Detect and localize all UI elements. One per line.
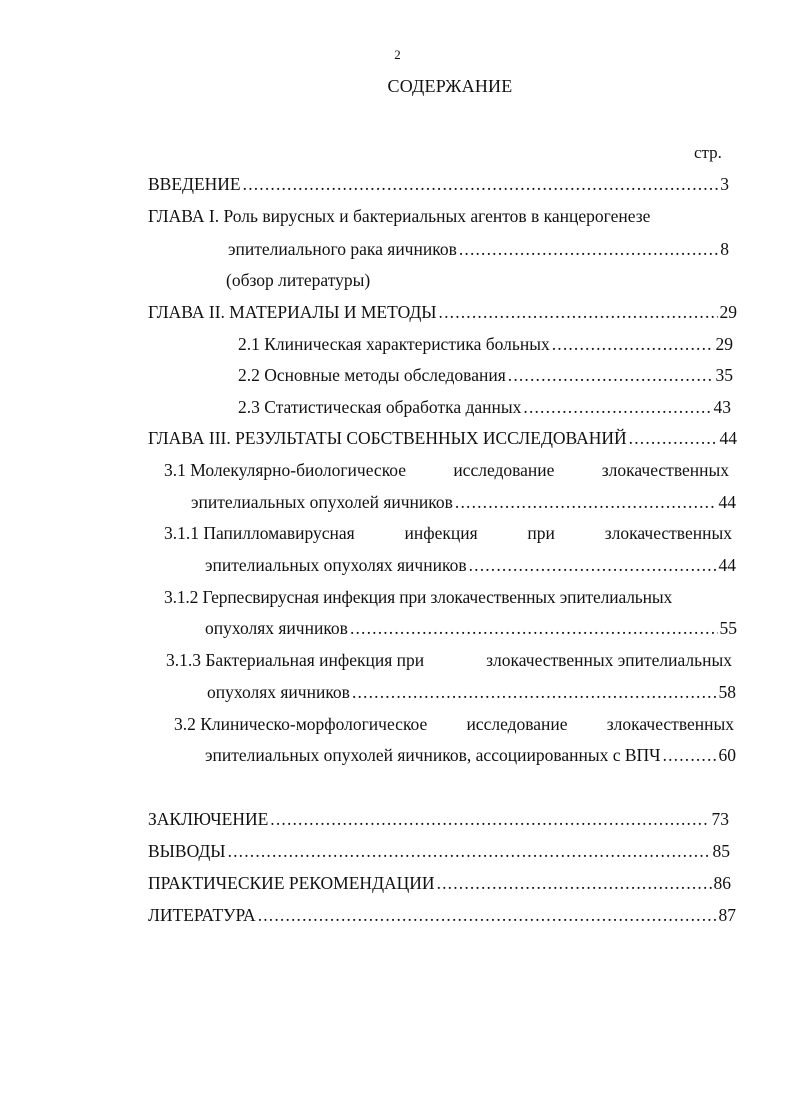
toc-entry-recommendations (148, 870, 731, 896)
dot-leader (629, 425, 718, 451)
toc-entry-page: 55 (719, 618, 737, 638)
dot-leader (663, 742, 717, 768)
toc-entry-intro (148, 171, 729, 197)
toc-entry-ch1-line3: (обзор литературы) (226, 270, 371, 290)
toc-entry-2-1 (238, 331, 733, 357)
toc-word: при (527, 523, 555, 543)
dot-leader (258, 902, 717, 928)
toc-entry-title: 2.2 Основные методы обследования (238, 365, 506, 385)
toc-entry-title: ЗАКЛЮЧЕНИЕ (148, 809, 269, 829)
page-title: СОДЕРЖАНИЕ (387, 76, 513, 96)
toc-entry-ch1-line2 (228, 236, 729, 262)
dot-leader (228, 838, 711, 864)
toc-word: злокачественных эпителиальных (486, 650, 732, 670)
dot-leader (469, 552, 717, 578)
toc-word: злокачественных (604, 523, 732, 543)
page-column-label: стр. (694, 143, 722, 162)
toc-entry-ch2 (148, 299, 737, 325)
toc-entry-3-1-1-line2 (205, 552, 736, 578)
toc-entry-title: ВВЕДЕНИЕ (148, 174, 241, 194)
toc-entry-3-1-3-line2 (207, 679, 736, 705)
dot-leader (352, 679, 717, 705)
toc-entry-3-1-line1 (164, 457, 729, 483)
page-number: 2 (394, 47, 401, 62)
toc-entry-2-3 (238, 394, 731, 420)
dot-leader (439, 299, 718, 325)
toc-entry-title: эпителиальных опухолях яичников (205, 555, 467, 575)
toc-word: исследование (466, 714, 568, 734)
toc-word: 3.1.3 Бактериальная инфекция при (166, 650, 425, 670)
toc-entry-3-2-line1 (174, 711, 734, 737)
dot-leader (437, 870, 712, 896)
toc-entry-title: 2.1 Клиническая характеристика больных (238, 334, 550, 354)
dot-leader (243, 171, 719, 197)
toc-entry-title: опухолях яичников (207, 682, 350, 702)
toc-entry-page: 29 (715, 334, 733, 354)
toc-entry-page: 3 (720, 174, 729, 194)
toc-entry-page: 58 (718, 682, 736, 702)
toc-word: инфекция (404, 523, 478, 543)
toc-entry-findings (148, 838, 730, 864)
toc-entry-title: ГЛАВА III. РЕЗУЛЬТАТЫ СОБСТВЕННЫХ ИССЛЕДОВАНИЙ (148, 428, 627, 448)
toc-entry-page: 60 (718, 745, 736, 765)
dot-leader (459, 236, 718, 262)
toc-entry-title: ВЫВОДЫ (148, 841, 226, 861)
dot-leader (270, 806, 709, 832)
toc-entry-conclusion (148, 806, 729, 832)
toc-entry-page: 44 (719, 428, 737, 448)
toc-entry-page: 8 (720, 239, 729, 259)
toc-entry-page: 85 (712, 841, 730, 861)
toc-entry-title: эпителиальных опухолей яичников, ассоциированных с ВПЧ (205, 745, 661, 765)
toc-word: злокачественных (606, 714, 734, 734)
toc-entry-references (148, 902, 736, 928)
toc-entry-page: 73 (711, 809, 729, 829)
toc-entry-page: 35 (715, 365, 733, 385)
dot-leader (350, 615, 718, 641)
toc-entry-3-1-3-line1 (166, 647, 732, 673)
toc-entry-page: 87 (718, 905, 736, 925)
toc-entry-page: 43 (713, 397, 731, 417)
toc-word: 3.1 Молекулярно-биологическое (164, 460, 407, 480)
toc-entry-title: эпителиального рака яичников (228, 239, 457, 259)
toc-entry-title: 2.3 Статистическая обработка данных (238, 397, 522, 417)
toc-entry-page: 44 (718, 555, 736, 575)
dot-leader (552, 331, 714, 357)
toc-entry-ch3 (148, 425, 737, 451)
toc-word: исследование (453, 460, 555, 480)
toc-entry-ch1-line1: ГЛАВА I. Роль вирусных и бактериальных агентов в канцерогенезе (148, 206, 651, 226)
toc-entry-3-1-line2 (191, 489, 736, 515)
dot-leader (523, 394, 711, 420)
toc-word: 3.1.1 Папилломавирусная (164, 523, 355, 543)
toc-entry-3-1-2-line1: 3.1.2 Герпесвирусная инфекция при злокачественных эпителиальных (164, 587, 673, 607)
toc-entry-title: опухолях яичников (205, 618, 348, 638)
toc-word: 3.2 Клиническо-морфологическое (174, 714, 428, 734)
toc-entry-3-2-line2 (205, 742, 736, 768)
toc-entry-title: ЛИТЕРАТУРА (148, 905, 256, 925)
toc-entry-page: 86 (713, 873, 731, 893)
toc-word: злокачественных (601, 460, 729, 480)
toc-entry-page: 44 (718, 492, 736, 512)
toc-entry-2-2 (238, 362, 733, 388)
toc-entry-3-1-2-line2 (205, 615, 737, 641)
toc-entry-title: ПРАКТИЧЕСКИЕ РЕКОМЕНДАЦИИ (148, 873, 435, 893)
toc-entry-page: 29 (719, 302, 737, 322)
dot-leader (508, 362, 714, 388)
toc-entry-title: эпителиальных опухолей яичников (191, 492, 453, 512)
toc-entry-3-1-1-line1 (164, 520, 732, 546)
dot-leader (455, 489, 717, 515)
toc-entry-title: ГЛАВА II. МАТЕРИАЛЫ И МЕТОДЫ (148, 302, 437, 322)
